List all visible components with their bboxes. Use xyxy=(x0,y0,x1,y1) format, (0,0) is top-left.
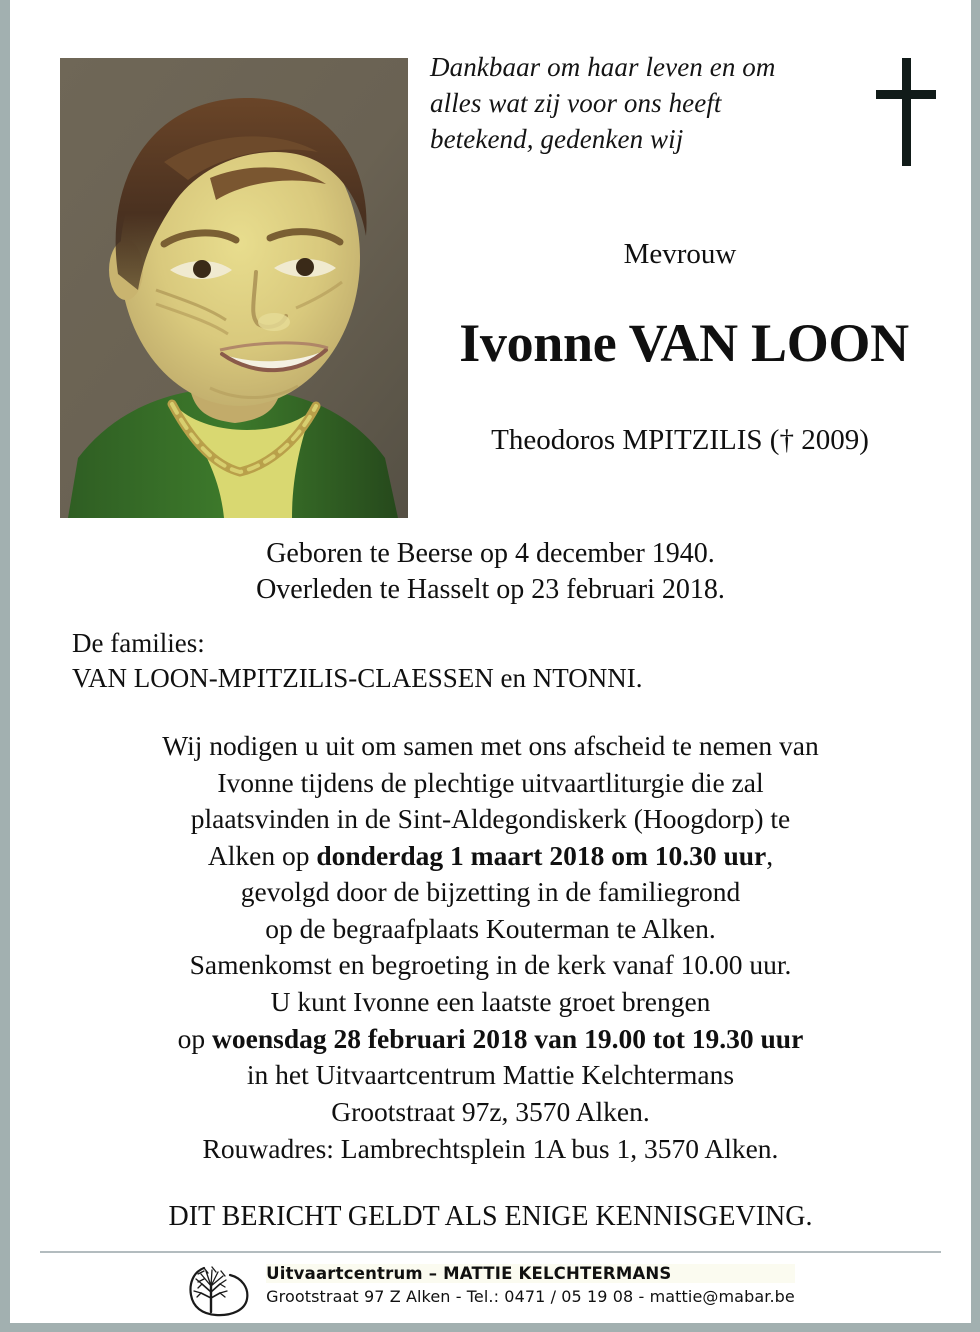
quote-line-2: alles wat zij voor ons heeft xyxy=(430,87,722,118)
cross-horizontal-bar xyxy=(876,90,936,99)
families-names: VAN LOON-MPITZILIS-CLAESSEN en NTONNI. xyxy=(72,663,643,694)
company-contact: Grootstraat 97 Z Alken - Tel.: 0471 / 05 19 08 - mattie@mabar.be xyxy=(266,1287,795,1306)
visitation-prefix: op xyxy=(177,1022,213,1054)
invitation-line-10: in het Uitvaartcentrum Mattie Kelchtermans xyxy=(246,1059,735,1091)
invitation-line-4 xyxy=(10,838,971,875)
sole-notice-statement: DIT BERICHT GELDT ALS ENIGE KENNISGEVING. xyxy=(168,1201,813,1232)
company-name: Uitvaartcentrum – MATTIE KELCHTERMANS xyxy=(266,1264,795,1283)
deceased-name: Ivonne VAN LOON xyxy=(459,313,909,373)
quote-line-1: Dankbaar om haar leven en om xyxy=(430,52,776,82)
life-dates xyxy=(10,536,971,607)
invitation-line-2: Ivonne tijdens de plechtige uitvaartliturgie die zal xyxy=(217,766,764,798)
service-suffix: , xyxy=(766,839,774,871)
invitation-line-6: op de begraafplaats Kouterman te Alken. xyxy=(265,912,716,944)
invitation-line-9 xyxy=(10,1021,971,1058)
visitation-datetime: woensdag 28 februari 2018 van 19.00 tot 19.30 uur xyxy=(212,1022,804,1054)
invitation-line-3: plaatsvinden in de Sint-Aldegondiskerk (Hoogdorp) te xyxy=(190,803,791,835)
condolence-address: Rouwadres: Lambrechtsplein 1A bus 1, 3570 Alken. xyxy=(202,1133,779,1164)
invitation-line-11: Grootstraat 97z, 3570 Alken. xyxy=(331,1095,650,1127)
invitation-line-8: U kunt Ivonne een laatste groet brengen xyxy=(270,985,711,1017)
cross-vertical-bar xyxy=(902,58,911,166)
footer-text xyxy=(266,1262,795,1306)
footer xyxy=(10,1262,971,1318)
latin-cross-icon xyxy=(876,58,936,166)
invitation-line-5: gevolgd door de bijzetting in de familiegrond xyxy=(240,876,741,908)
quote-line-3: betekend, gedenken wij xyxy=(430,123,684,154)
portrait-photo xyxy=(60,58,408,518)
birth-line: Geboren te Beerse op 4 december 1940. xyxy=(266,538,715,569)
tree-in-circle-logo-icon xyxy=(186,1262,252,1318)
footer-divider xyxy=(40,1251,941,1253)
memorial-quote xyxy=(430,50,860,158)
death-line: Overleden te Hasselt op 23 februari 2018. xyxy=(256,573,725,605)
salutation: Mevrouw xyxy=(623,238,737,270)
spouse-name: Theodoros MPITZILIS († 2009) xyxy=(491,424,869,456)
service-prefix: Alken op xyxy=(207,839,317,871)
invitation-line-7: Samenkomst en begroeting in de kerk vanaf 10.00 uur. xyxy=(189,949,792,981)
families-block xyxy=(72,626,642,696)
card-header-area xyxy=(10,0,971,520)
service-datetime: donderdag 1 maart 2018 om 10.30 uur xyxy=(316,839,767,871)
invitation-text xyxy=(10,728,971,1130)
families-label: De families: xyxy=(72,628,205,658)
invitation-line-1: Wij nodigen u uit om samen met ons afscheid te nemen van xyxy=(162,730,819,761)
